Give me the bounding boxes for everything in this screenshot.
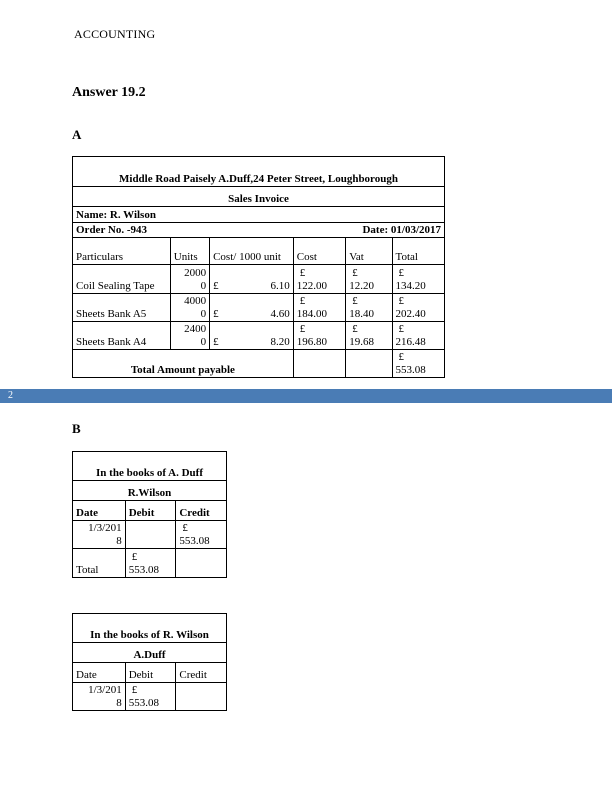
total-empty-vat <box>346 350 392 378</box>
sales-invoice-table <box>72 156 445 378</box>
invoice-title: Sales Invoice <box>73 187 445 207</box>
section-a-heading: A <box>72 127 82 142</box>
row-total: £ 216.48 <box>392 322 444 350</box>
invoice-row <box>73 294 445 322</box>
ledger-header-credit: Credit <box>176 663 227 683</box>
ledger-title: In the books of R. Wilson <box>73 614 227 643</box>
row-vat: £ 12.20 <box>346 265 392 294</box>
invoice-row <box>73 322 445 350</box>
invoice-order-number: Order No. -943 <box>73 223 294 238</box>
row-unit-cost: £ 4.60 <box>210 294 294 322</box>
page-footer-band <box>0 389 612 403</box>
ledger-credit: £ 553.08 <box>176 521 227 549</box>
ledger-account-name: A.Duff <box>73 643 227 663</box>
row-particulars: Sheets Bank A4 <box>73 322 171 350</box>
row-total: £ 202.40 <box>392 294 444 322</box>
section-b-heading: B <box>72 421 81 436</box>
row-units: 2400 0 <box>170 322 209 350</box>
ledger-r-wilson-table <box>72 613 227 711</box>
ledger-date: Total <box>73 549 126 578</box>
col-header-particulars: Particulars <box>73 238 171 265</box>
total-amount-value: £ 553.08 <box>392 350 444 378</box>
ledger-debit: £ 553.08 <box>125 683 176 711</box>
row-particulars: Sheets Bank A5 <box>73 294 171 322</box>
answer-heading: Answer 19.2 <box>72 85 146 100</box>
col-header-units: Units <box>170 238 209 265</box>
invoice-row <box>73 265 445 294</box>
ledger-header-date: Date <box>73 663 126 683</box>
ledger-debit <box>125 521 176 549</box>
invoice-company: Middle Road Paisely A.Duff,24 Peter Street, Loughborough <box>73 157 445 187</box>
row-cost: £ 196.80 <box>293 322 345 350</box>
ledger-header-credit: Credit <box>176 501 227 521</box>
ledger-a-duff-table <box>72 451 227 578</box>
ledger-credit <box>176 683 227 711</box>
ledger-header-date: Date <box>73 501 126 521</box>
running-header: ACCOUNTING <box>74 27 156 41</box>
row-units: 4000 0 <box>170 294 209 322</box>
col-header-vat: Vat <box>346 238 392 265</box>
row-cost: £ 122.00 <box>293 265 345 294</box>
ledger-debit: £ 553.08 <box>125 549 176 578</box>
ledger-title: In the books of A. Duff <box>73 452 227 481</box>
col-header-cost: Cost <box>293 238 345 265</box>
page-number: 2 <box>8 390 13 401</box>
ledger-row <box>73 549 227 578</box>
total-empty-cost <box>293 350 345 378</box>
row-vat: £ 19.68 <box>346 322 392 350</box>
row-particulars: Coil Sealing Tape <box>73 265 171 294</box>
ledger-row <box>73 521 227 549</box>
row-cost: £ 184.00 <box>293 294 345 322</box>
col-header-cost-per-1000: Cost/ 1000 unit <box>210 238 294 265</box>
invoice-date: Date: 01/03/2017 <box>293 223 444 238</box>
ledger-date: 1/3/201 8 <box>73 683 126 711</box>
ledger-header-debit: Debit <box>125 501 176 521</box>
row-unit-cost: £ 8.20 <box>210 322 294 350</box>
ledger-header-debit: Debit <box>125 663 176 683</box>
ledger-row <box>73 683 227 711</box>
ledger-date: 1/3/201 8 <box>73 521 126 549</box>
row-unit-cost: £ 6.10 <box>210 265 294 294</box>
invoice-customer-name: Name: R. Wilson <box>73 207 445 223</box>
ledger-credit <box>176 549 227 578</box>
col-header-total: Total <box>392 238 444 265</box>
ledger-account-name: R.Wilson <box>73 481 227 501</box>
row-vat: £ 18.40 <box>346 294 392 322</box>
total-amount-label: Total Amount payable <box>73 350 294 378</box>
row-total: £ 134.20 <box>392 265 444 294</box>
row-units: 2000 0 <box>170 265 209 294</box>
